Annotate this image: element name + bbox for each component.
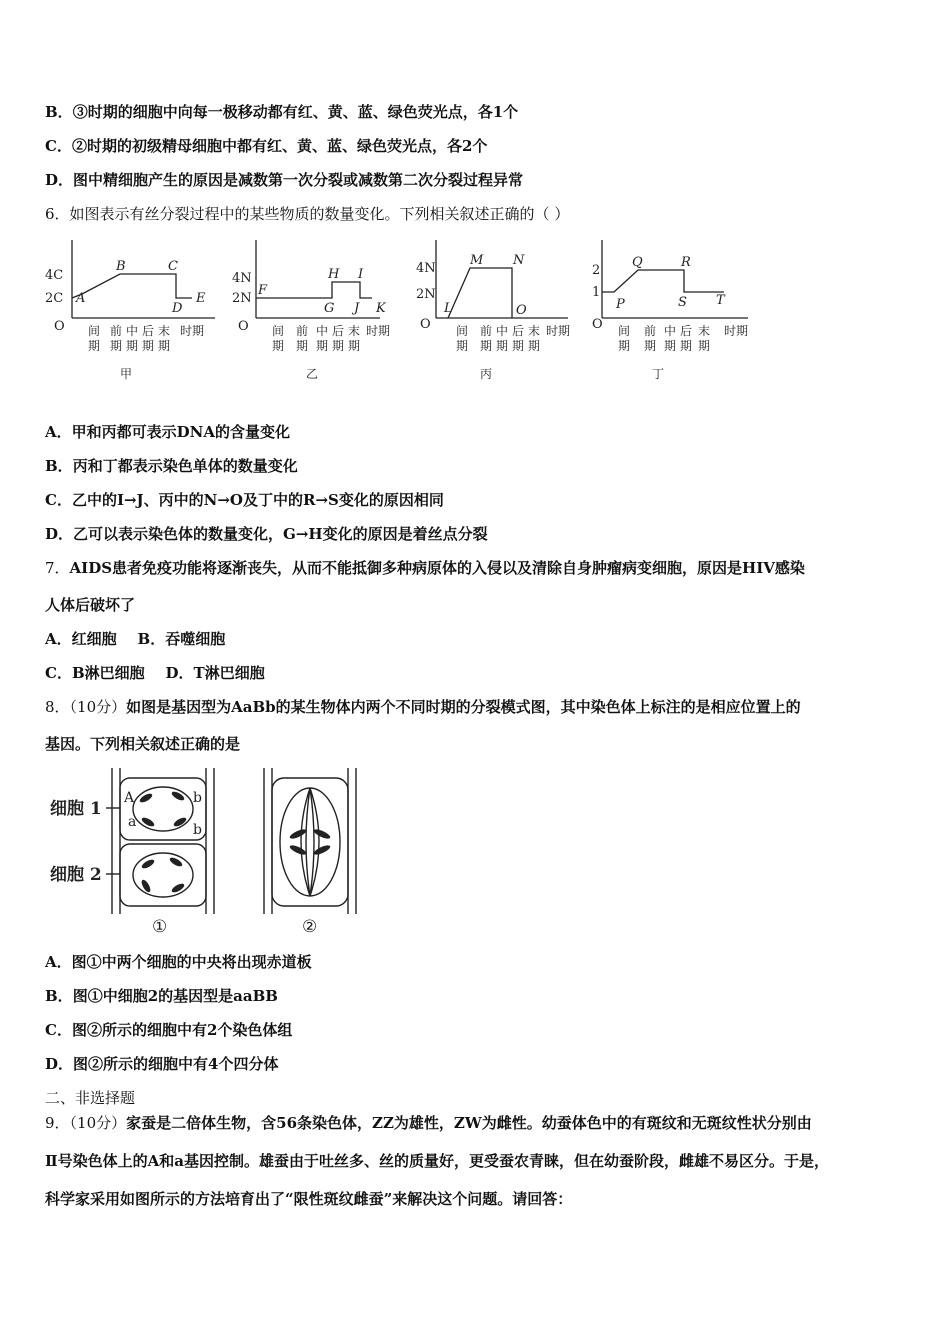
svg-text:末: 末 — [348, 324, 361, 338]
graph-jia-caption: 甲 — [120, 367, 133, 381]
svg-text:时期: 时期 — [546, 324, 571, 338]
graph-yi-caption: 乙 — [306, 367, 319, 381]
svg-text:B: B — [116, 259, 126, 274]
panel-1-label: ① — [152, 917, 168, 937]
svg-text:M: M — [470, 253, 484, 268]
svg-text:D: D — [172, 301, 183, 316]
q8-option-c: C．图②所示的细胞中有2个染色体组 — [45, 1021, 293, 1039]
svg-text:L: L — [444, 301, 453, 316]
q9-line1: 9．（10分）家蚕是二倍体生物，含56条染色体，ZZ为雄性，ZW为雌性。幼蚕体色中的有斑纹和无斑纹性状分别由 — [45, 1114, 812, 1132]
q6-option-d: D．乙可以表示染色体的数量变化，G→H变化的原因是着丝点分裂 — [45, 525, 488, 543]
q5-option-b: B．③时期的细胞中向每一极移动都有红、黄、蓝、绿色荧光点，各1个 — [45, 103, 519, 121]
q7-options-row1: A．红细胞 B．吞噬细胞 — [45, 630, 226, 648]
cell-1-label: 细胞 1 — [50, 799, 102, 819]
gene-b-2: b — [193, 822, 202, 838]
svg-text:O: O — [516, 303, 527, 318]
svg-text:期: 期 — [272, 339, 285, 353]
svg-text:期: 期 — [496, 339, 509, 353]
q8-option-b: B．图①中细胞2的基因型是aaBB — [45, 987, 278, 1005]
graph-bing-axes — [436, 240, 568, 318]
svg-text:S: S — [678, 295, 687, 310]
svg-text:中: 中 — [664, 324, 677, 338]
graph-jia-origin: O — [54, 319, 65, 334]
graph-ding-origin: O — [592, 317, 603, 332]
graph-yi-curve — [256, 282, 372, 298]
graph-jia-curve — [72, 274, 192, 298]
svg-text:期: 期 — [480, 339, 493, 353]
graph-bing-origin: O — [420, 317, 431, 332]
svg-text:时期: 时期 — [180, 324, 205, 338]
q8-cells-figure — [48, 764, 368, 940]
q6-option-b: B．丙和丁都表示染色单体的数量变化 — [45, 457, 298, 475]
svg-text:期: 期 — [512, 339, 525, 353]
svg-text:期: 期 — [348, 339, 361, 353]
gene-b-1: b — [193, 790, 202, 806]
graph-yi-origin: O — [238, 319, 249, 334]
graph-yi-ytick-2: 2N — [232, 291, 252, 306]
graph-ding-curve — [602, 270, 724, 292]
svg-text:间: 间 — [272, 324, 285, 338]
q9-line3: 科学家采用如图所示的方法培育出了“限性斑纹雌蚕”来解决这个问题。请回答： — [45, 1190, 573, 1208]
svg-text:I: I — [358, 267, 364, 282]
q8-stem-line2: 基因。下列相关叙述正确的是 — [45, 735, 241, 753]
svg-text:时期: 时期 — [724, 324, 749, 338]
section-2-title: 二、非选择题 — [45, 1089, 136, 1107]
graph-bing-caption: 丙 — [480, 367, 493, 381]
svg-text:前: 前 — [644, 324, 657, 338]
q7-stem-line2: 人体后破坏了 — [45, 596, 136, 614]
q7-options-row2: C．B淋巴细胞 D．T淋巴细胞 — [45, 664, 265, 682]
graph-jia-ytick-1: 4C — [45, 268, 64, 283]
svg-text:前: 前 — [110, 324, 123, 338]
q8-option-d: D．图②所示的细胞中有4个四分体 — [45, 1055, 279, 1073]
svg-text:G: G — [324, 301, 335, 316]
svg-text:期: 期 — [126, 339, 139, 353]
svg-text:J: J — [354, 301, 360, 316]
gene-a: a — [128, 814, 137, 830]
svg-text:期: 期 — [110, 339, 123, 353]
svg-text:期: 期 — [680, 339, 693, 353]
svg-text:后: 后 — [142, 324, 155, 338]
svg-text:后: 后 — [332, 324, 345, 338]
q6-graphs-figure — [40, 232, 760, 384]
graph-jia-ytick-2: 2C — [45, 291, 64, 306]
svg-text:期: 期 — [142, 339, 155, 353]
svg-text:P: P — [616, 297, 625, 312]
q6-option-a: A．甲和丙都可表示DNA的含量变化 — [45, 423, 290, 441]
q8-stem-line1: 8．（10分）如图是基因型为AaBb的某生物体内两个不同时期的分裂模式图，其中染色体上标注的是相应位置上的 — [45, 698, 801, 716]
graph-jia-axes — [72, 240, 215, 318]
svg-text:间: 间 — [88, 324, 101, 338]
svg-text:末: 末 — [698, 324, 711, 338]
cell-2-label: 细胞 2 — [50, 865, 102, 885]
svg-text:T: T — [716, 293, 725, 308]
svg-text:期: 期 — [296, 339, 309, 353]
svg-text:期: 期 — [332, 339, 345, 353]
svg-text:K: K — [376, 301, 386, 316]
svg-text:期: 期 — [456, 339, 469, 353]
svg-text:末: 末 — [158, 324, 171, 338]
svg-text:前: 前 — [296, 324, 309, 338]
graph-ding-ytick-2: 1 — [592, 285, 601, 300]
q6-stem: 6．如图表示有丝分裂过程中的某些物质的数量变化。下列相关叙述正确的（ ） — [45, 205, 570, 223]
svg-text:N: N — [513, 253, 525, 268]
svg-text:末: 末 — [528, 324, 541, 338]
svg-text:期: 期 — [698, 339, 711, 353]
cell-panel-2 — [272, 778, 348, 906]
svg-text:Q: Q — [632, 255, 643, 270]
svg-text:期: 期 — [316, 339, 329, 353]
svg-text:期: 期 — [644, 339, 657, 353]
graph-yi-ytick-1: 4N — [232, 271, 252, 286]
graph-bing-curve — [448, 268, 512, 318]
gene-A: A — [124, 790, 135, 806]
q6-option-c: C．乙中的I→J、丙中的N→O及丁中的R→S变化的原因相同 — [45, 491, 444, 509]
q7-stem-line1: 7．AIDS患者免疫功能将逐渐丧失，从而不能抵御多种病原体的入侵以及清除自身肿瘤病变细胞，原因是HIV感染 — [45, 559, 805, 577]
svg-text:时期: 时期 — [366, 324, 391, 338]
svg-text:A: A — [76, 291, 86, 306]
svg-text:期: 期 — [664, 339, 677, 353]
svg-text:期: 期 — [618, 339, 631, 353]
graph-bing-ytick-2: 2N — [416, 287, 436, 302]
graph-bing-ytick-1: 4N — [416, 261, 436, 276]
svg-text:期: 期 — [158, 339, 171, 353]
svg-text:间: 间 — [618, 324, 631, 338]
graph-ding-caption: 丁 — [652, 367, 665, 381]
q5-option-d: D．图中精细胞产生的原因是减数第一次分裂或减数第二次分裂过程异常 — [45, 171, 524, 189]
svg-text:期: 期 — [528, 339, 541, 353]
svg-text:F: F — [258, 283, 268, 298]
svg-text:间: 间 — [456, 324, 469, 338]
svg-text:后: 后 — [512, 324, 525, 338]
svg-text:期: 期 — [88, 339, 101, 353]
svg-text:前: 前 — [480, 324, 493, 338]
svg-text:E: E — [196, 291, 206, 306]
q9-line2: Ⅱ号染色体上的A和a基因控制。雄蚕由于吐丝多、丝的质量好，更受蚕农青睐，但在幼蚕阶段，雌雄不易区分。于是， — [45, 1152, 830, 1170]
svg-text:中: 中 — [126, 324, 139, 338]
svg-text:C: C — [168, 259, 178, 274]
svg-text:R: R — [681, 255, 691, 270]
svg-text:后: 后 — [680, 324, 693, 338]
q5-option-c: C．②时期的初级精母细胞中都有红、黄、蓝、绿色荧光点，各2个 — [45, 137, 488, 155]
svg-text:H: H — [328, 267, 340, 282]
svg-text:中: 中 — [316, 324, 329, 338]
panel-2-label: ② — [302, 917, 318, 937]
q8-option-a: A．图①中两个细胞的中央将出现赤道板 — [45, 953, 312, 971]
svg-text:中: 中 — [496, 324, 509, 338]
graph-ding-ytick-1: 2 — [592, 263, 601, 278]
